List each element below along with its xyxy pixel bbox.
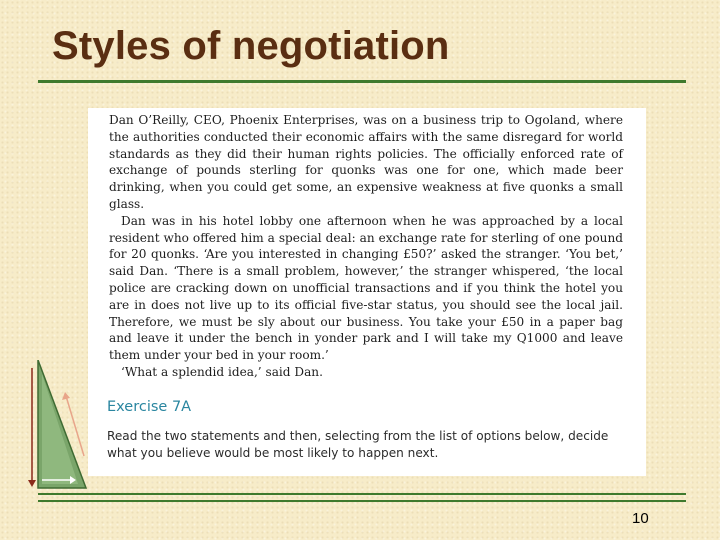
footer-divider xyxy=(38,493,686,495)
case-study-text xyxy=(109,112,623,381)
exercise-instructions: Read the two statements and then, selecting from the list of options below, decide what you believe would be most likely to happen next. xyxy=(107,429,609,460)
excerpt-paragraph-1: Dan O’Reilly, CEO, Phoenix Enterprises, was on a business trip to Ogoland, where the authorities conducted their economic affairs with the same disregard for world standards as they did their human rights policies. The officially enforced rate of exchange of pounds sterling for quonks was one for one, which made beer drinking, when you could get some, an expensive weakness at five quonks a small glass. xyxy=(109,113,623,211)
excerpt-paragraph-2: Dan was in his hotel lobby one afternoon when he was approached by a local resident who offered him a special deal: an exchange rate for sterling of one pound for 20 quonks. ‘Are you interested in changing £50?’ asked the stranger. ‘You bet,’ said Dan. ‘There is a small problem, however,’ the stranger whispered, ‘the local police are cracking down on unofficial transactions and if you think the hotel you are in does not live up to its official five-star status, you should see the local jail. Therefore, we must be sly about our business. You take your £50 in a paper bag and leave it under the bench in yonder park and I will take my Q1000 and leave them under your bed in your room.’ xyxy=(109,213,623,363)
triangle-diagram-icon xyxy=(28,360,108,490)
exercise-heading: Exercise 7A xyxy=(107,399,192,415)
diagonal-arrow-head xyxy=(62,392,70,400)
vertical-arrow-head xyxy=(28,480,36,487)
page-number: 10 xyxy=(632,510,649,527)
case-study-excerpt xyxy=(88,108,646,476)
title-divider xyxy=(38,80,686,83)
footer-divider-secondary xyxy=(38,500,686,502)
excerpt-paragraph-3: ‘What a splendid idea,’ said Dan. xyxy=(121,364,323,379)
slide-title: Styles of negotiation xyxy=(52,24,450,68)
